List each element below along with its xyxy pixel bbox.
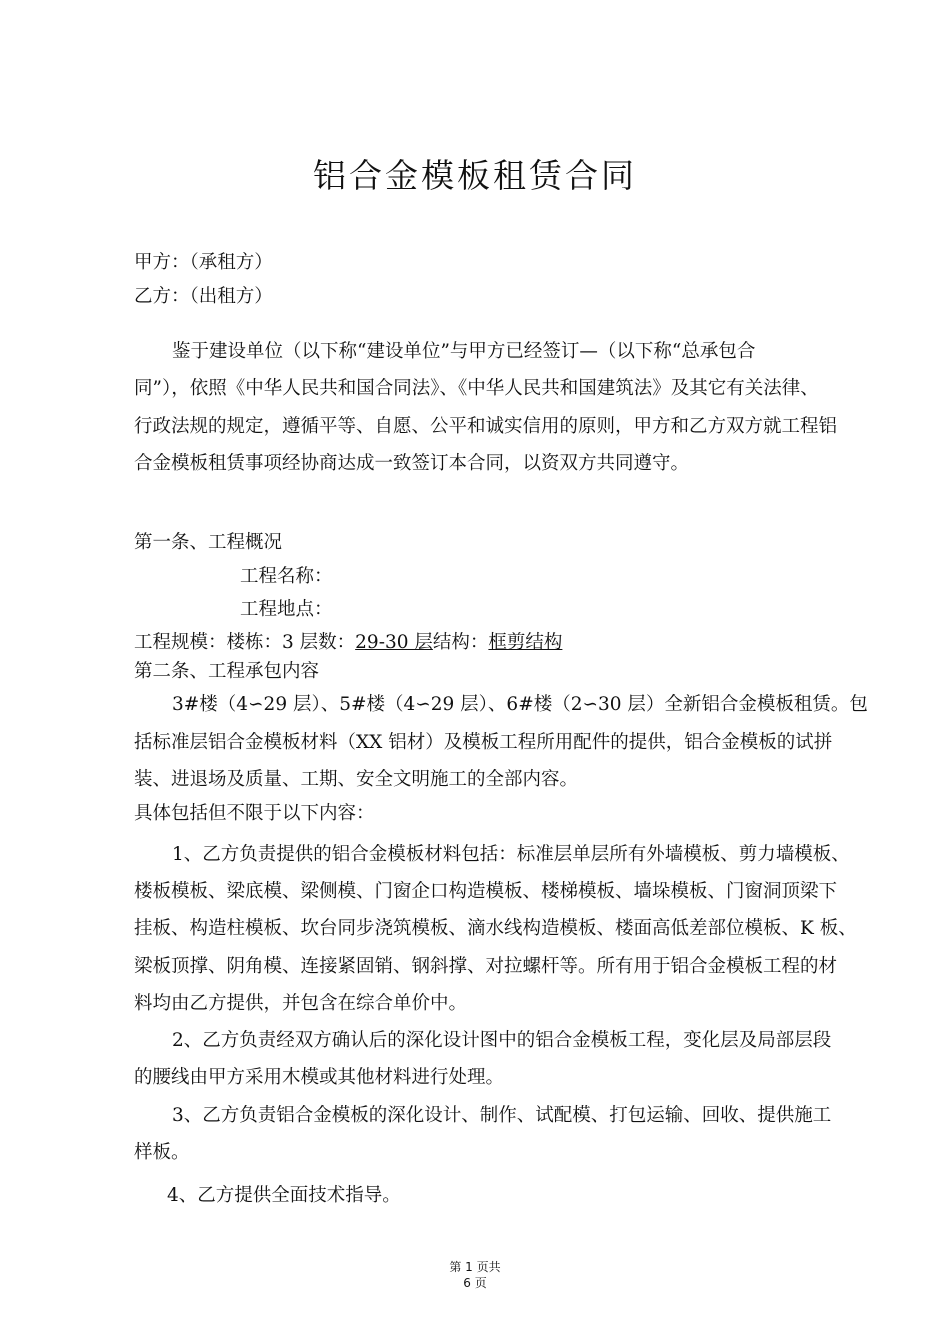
item3-line: 样板。	[134, 1142, 190, 1163]
preamble-line: 鉴于建设单位（以下称“建设单位”与甲方已经签订—（以下称“总承包合	[172, 341, 756, 362]
preamble-line: 合金模板租赁事项经协商达成一致签订本合同，以资双方共同遵守。	[134, 453, 690, 474]
project-location-label: 工程地点：	[240, 599, 333, 620]
item1-line: 1、乙方负责提供的铝合金模板材料包括：标准层单层所有外墙模板、剪力墙模板、	[172, 844, 850, 865]
document-title: 铝合金模板租赁合同	[313, 156, 637, 195]
party-a: 甲方：（承租方）	[134, 252, 273, 273]
page-number-line1: 第 1 页共	[449, 1260, 501, 1274]
article2-intro-line: 3#楼（4∽29 层）、5#楼（4∽29 层）、6#楼（2∽30 层）全新铝合金模板租赁。包	[172, 694, 868, 715]
item1-line: 梁板顶撑、阴角模、连接紧固销、钢斜撑、对拉螺杆等。所有用于铝合金模板工程的材	[134, 956, 838, 977]
item1-line: 料均由乙方提供，并包含在综合单价中。	[134, 993, 468, 1014]
article2-intro-line: 括标准层铝合金模板材料（XX 铝材）及模板工程所用配件的提供，铝合金模板的试拼	[134, 732, 833, 753]
floors-value: 29-30 层	[355, 632, 433, 653]
item4-line: 4、乙方提供全面技术指导。	[167, 1185, 401, 1206]
article2-heading: 第二条、工程承包内容	[134, 661, 320, 682]
article1-heading: 第一条、工程概况	[134, 532, 283, 553]
item1-line: 楼板模板、梁底模、梁侧模、门窗企口构造模板、楼梯模板、墙垛模板、门窗洞顶梁下	[134, 881, 838, 902]
project-scale-line	[134, 628, 562, 654]
page-number-line2: 6 页	[463, 1276, 487, 1290]
item3-line: 3、乙方负责铝合金模板的深化设计、制作、试配模、打包运输、回收、提供施工	[172, 1105, 832, 1126]
item2-line: 2、乙方负责经双方确认后的深化设计图中的铝合金模板工程，变化层及局部层段	[172, 1030, 832, 1051]
scale-label: 工程规模：楼栋：3 层数：	[134, 632, 356, 653]
structure-label: 结构：	[432, 632, 489, 653]
item1-line: 挂板、构造柱模板、坎台同步浇筑模板、滴水线构造模板、楼面高低差部位模板、K 板、	[134, 918, 857, 939]
preamble-line: 同”），依照《中华人民共和国合同法》、《中华人民共和国建筑法》及其它有关法律、	[134, 378, 819, 399]
structure-value: 框剪结构	[488, 632, 563, 653]
party-b: 乙方：（出租方）	[134, 286, 273, 307]
project-name-label: 工程名称：	[240, 566, 333, 587]
article2-intro-line: 装、进退场及质量、工期、安全文明施工的全部内容。	[134, 769, 579, 790]
preamble-line: 行政法规的规定，遵循平等、自愿、公平和诚实信用的原则，甲方和乙方双方就工程铝	[134, 416, 838, 437]
scope-line: 具体包括但不限于以下内容：	[134, 803, 375, 824]
item2-line: 的腰线由甲方采用木模或其他材料进行处理。	[134, 1067, 505, 1088]
